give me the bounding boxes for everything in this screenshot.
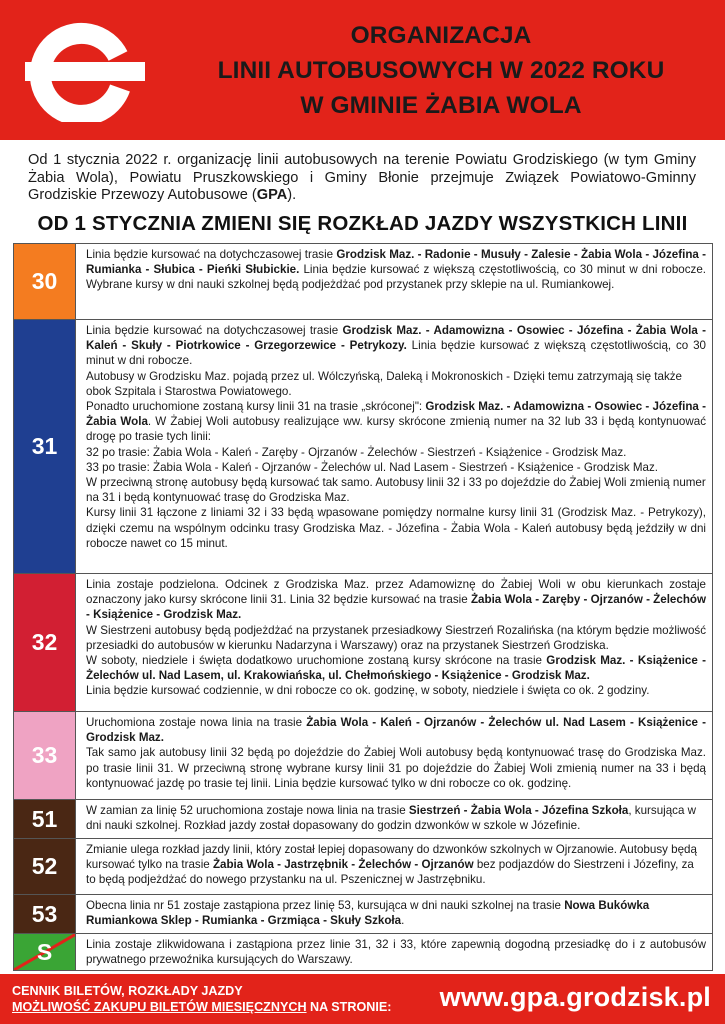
line-description-51: W zamian za linię 52 uruchomiona zostaje nowa linia na trasie Siestrzeń - Żabia Wola - Józefina Szkoła, kursująca w dni nauki szkolnej. Rozkład jazdy został dopasowany do godzin dzwonków w szkole w Józefinie. (86, 804, 696, 833)
header-banner (0, 0, 725, 140)
line-row-s (14, 934, 712, 970)
line-number-badge-32: 32 (14, 574, 76, 711)
line-number-badge-30: 30 (14, 244, 76, 319)
line-row-52 (14, 839, 712, 895)
footer-info (12, 983, 391, 1015)
line-description-32: Linia zostaje podzielona. Odcinek z Grodziska Maz. przez Adamowiznę do Żabiej Woli w obu kierunkach zostaje oznaczony jako kursy skrócone linii 31. Linia 32 będzie kursować na trasie Żabia Wola - Zaręby - Ojrzanów - Żelechów - Książenice - Grodzisk Maz. W Siestrzeni autobusy będą podjeżdżać na przystanek przesiadkowy Siestrzeń Rozalińska (na którym będzie możliwość przesiadki do autobusów w kierunku Nadarzyna i Warszawy) oraz na przystanek Siestrzeń Grodziska. W soboty, niedziele i święta dodatkowo uruchomione zostaną kursy skrócone na trasie Grodzisk Maz. - Książenice - Żelechów ul. Nad Lasem, ul. Krakowiańska, ul. Chełmońskiego - Książenice - Grodzisk Maz. Linia będzie kursować codziennie, w dni robocze co ok. godzinę, w soboty, niedziele i święta co ok. 2 godziny. (86, 578, 707, 698)
intro-text-end: ). (287, 187, 297, 203)
line-row-32 (14, 574, 712, 712)
footer-banner (0, 974, 725, 1024)
intro-text: Od 1 stycznia 2022 r. organizację linii autobusowych na terenie Powiatu Grodziskiego (w tym Gminy Żabia Wola), Powiatu Pruszkowskiego i Gminy Błonie przejmuje Związek Powiatowo-Gminny Grodziskie Przewozy Autobusowe ( (28, 152, 696, 203)
line-row-30 (14, 244, 712, 320)
line-number-badge-53: 53 (14, 895, 76, 933)
line-description-33: Uruchomiona zostaje nowa linia na trasie Żabia Wola - Kaleń - Ojrzanów - Żelechów ul. Nad Lasem - Książenice - Grodzisk Maz. Tak samo jak autobusy linii 32 będą po dojeździe do Żabiej Woli autobusy będą kontynuować trasę do Grodziska Maz. po trasie linii 31. W przeciwną stronę wybrane kursy linii 31 po dojeździe do Żabiej Woli zmienią numer na 33 i będą kontynuować jazdę po trasie tej linii. Linia będzie kursować tylko w dni robocze co ok. godzinę. (86, 716, 706, 790)
intro-gpa-abbr: GPA (256, 187, 288, 203)
line-description-53: Obecna linia nr 51 zostaje zastąpiona przez linię 53, kursująca w dni nauki szkolnej na trasie Nowa Bukówka Rumiankowa Sklep - Rumianka - Grzmiąca - Skuły Szkoła. (86, 899, 650, 928)
line-description-s: Linia zostaje zlikwidowana i zastąpiona przez linie 31, 32 i 33, które zapewnią dogodną przesiadkę do i z autobusów prywatnego przewoźnika kursujących do Warszawy. (86, 938, 706, 967)
lines-table (13, 243, 713, 971)
line-number-badge-31: 31 (14, 320, 76, 573)
line-number-s: S (36, 938, 53, 965)
line-row-31 (14, 320, 712, 574)
title-line-2: LINII AUTOBUSOWYCH W 2022 ROKU (217, 57, 665, 84)
footer-line-2-rest: NA STRONIE: (306, 1000, 392, 1014)
line-row-53 (14, 895, 712, 934)
line-row-51 (14, 800, 712, 839)
gpa-logo-icon (22, 22, 147, 122)
website-link[interactable]: www.gpa.grodzisk.pl (439, 982, 711, 1012)
line-description-52: Zmianie ulega rozkład jazdy linii, który został lepiej dopasowany do dzwonków szkolnych w Ojrzanowie. Autobusy będą kursować tylko na trasie Żabia Wola - Jastrzębnik - Żelechów - Ojrzanów bez podjazdów do Siestrzeni i Józefiny, za to będą podjeżdżać do nowego przystanku na ul. Pszenicznej w Jastrzębniku. (86, 843, 697, 887)
line-description-30: Linia będzie kursować na dotychczasowej trasie Grodzisk Maz. - Radonie - Musuły - Zalesie - Żabia Wola - Józefina - Rumianka - Słubica - Pieńki Słubickie. Linia będzie kursować z większą częstotliwością, co 30 minut w dni robocze. Wybrane kursy w dni nauki szkolnej będą podjeżdżać pod przystanek przy sklepie na ul. Rumiankowej. (86, 248, 707, 292)
line-row-33 (14, 712, 712, 800)
title-line-1: ORGANIZACJA (350, 22, 532, 49)
line-number-badge-s (14, 934, 76, 970)
line-number-badge-33: 33 (14, 712, 76, 799)
line-description-31: Linia będzie kursować na dotychczasowej trasie Grodzisk Maz. - Adamowizna - Osowiec - Józefina - Żabia Wola - Kaleń - Skuły - Piotrkowice - Grzegorzewice - Petrykozy. Linia będzie kursować z większą częstotliwością, co 30 minut w dni robocze. Autobusy w Grodzisku Maz. pojadą przez ul. Wólczyńską, Daleką i Mokronoskich - Dzięki temu zatrzymają się także obok Szpitala i Starostwa Powiatowego. Ponadto uruchomione zostaną kursy linii 31 na trasie „skróconej": Grodzisk Maz. - Adamowizna - Osowiec - Józefina - Żabia Wola. W Żabiej Woli autobusy realizujące ww. kursy skrócone zmienią numer na 32 lub 33 i będą kontynuować drogę po trasie tych linii: 32 po trasie: Żabia Wola - Kaleń - Zaręby - Ojrzanów - Żelechów - Siestrzeń - Książenice - Grodzisk Maz. 33 po trasie: Żabia Wola - Kaleń - Ojrzanów - Żelechów ul. Nad Lasem - Siestrzeń - Książenice - Grodzisk Maz. W przeciwną stronę autobusy będą kursować tak samo. Autobusy linii 32 i 33 po dojeździe do Żabiej Woli zmienią numer na 31 i będą kontynuować trasę do Grodziska Maz. Kursy linii 31 łączone z liniami 32 i 33 będą wpasowane pomiędzy normalne kursy linii 31 (Grodzisk Maz. - Petrykozy), dzięki czemu na wspólnym odcinku trasy Grodziska Maz. - Józefina - Żabia Wola - Kaleń autobusy będą jeździły w dni robocze nawet co 15 minut. (86, 324, 707, 550)
title-line-3: W GMINIE ŻABIA WOLA (300, 92, 582, 119)
intro-paragraph (28, 152, 696, 205)
line-number-badge-52: 52 (14, 839, 76, 894)
section-heading: OD 1 STYCZNIA ZMIENI SIĘ ROZKŁAD JAZDY WSZYSTKICH LINII (37, 212, 688, 235)
footer-line-1: CENNIK BILETÓW, ROZKŁADY JAZDY (12, 984, 243, 998)
footer-monthly-tickets: MOŻLIWOŚĆ ZAKUPU BILETÓW MIESIĘCZNYCH (12, 1000, 307, 1014)
page-title (165, 18, 717, 123)
line-number-badge-51: 51 (14, 800, 76, 838)
